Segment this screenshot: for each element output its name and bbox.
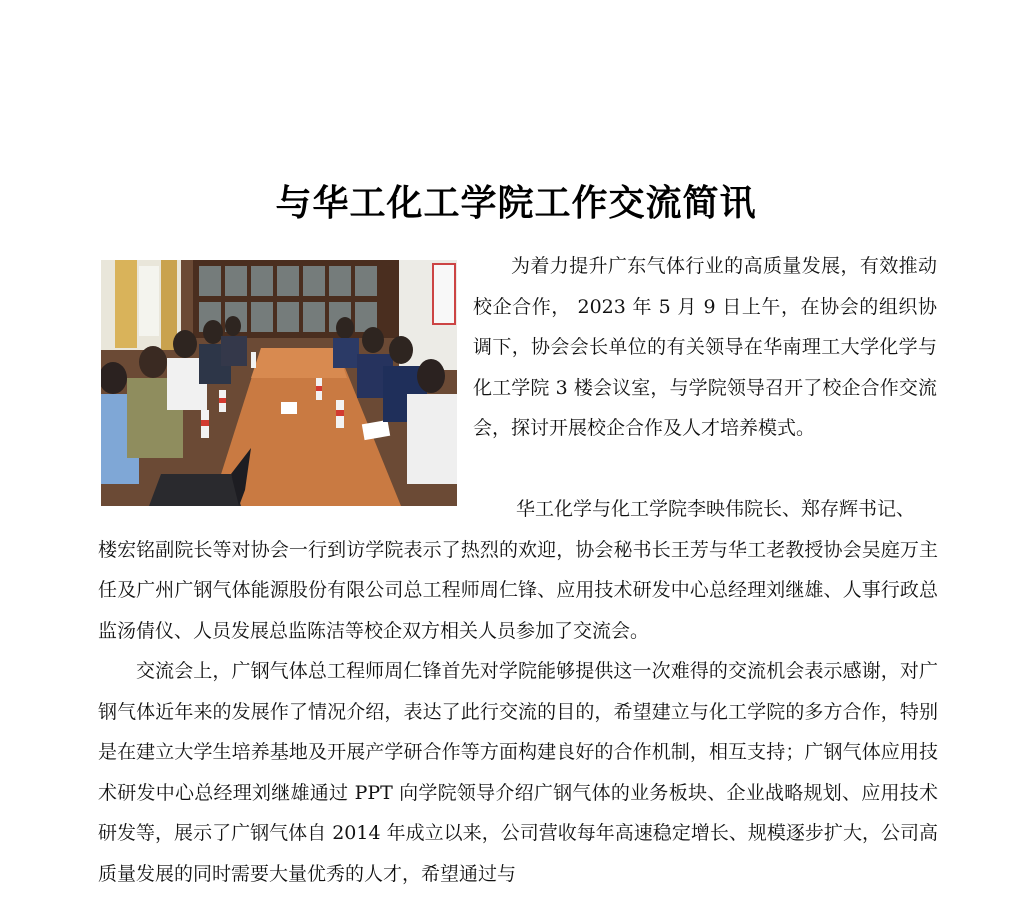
intro-paragraph: 为着力提升广东气体行业的高质量发展，有效推动校企合作， 2023 年 5 月 9 日上午，在协会的组织协调下，协会会长单位的有关领导在华南理工大学化学与化工学院 3 楼会议室，与学院领导召开了校企合作交流会，探讨开展校企合作及人才培养模式。 bbox=[473, 255, 937, 439]
participants-paragraph: 楼宏铭副院长等对协会一行到访学院表示了热烈的欢迎，协会秘书长王芳与华工老教授协会吴庭万主任及广州广钢气体能源股份有限公司总工程师周仁锋、应用技术研发中心总经理刘继雄、人事行政总监汤倩仪、人员发展总监陈洁等校企双方相关人员参加了交流会。 bbox=[98, 538, 938, 642]
meeting-paragraph: 交流会上，广钢气体总工程师周仁锋首先对学院能够提供这一次难得的交流机会表示感谢，对广钢气体近年来的发展作了情况介绍，表达了此行交流的目的，希望建立与化工学院的多方合作，特别是在建立大学生培养基地及开展产学研合作等方面构建良好的合作机制，相互支持；广钢气体应用技术研发中心总经理刘继雄通过 PPT 向学院领导介绍广钢气体的业务板块、企业战略规划、应用技术研发等，展示了广钢气体自 2014 年成立以来，公司营收每年高速稳定增长、规模逐步扩大，公司高质量发展的同时需要大量优秀的人才，希望通过与 bbox=[98, 660, 938, 885]
participants-paragraph-start bbox=[98, 489, 938, 530]
document-title: 与华工化工学院工作交流简讯 bbox=[275, 183, 757, 224]
participants-paragraph-first-line: 华工化学与化工学院李映伟院长、郑存辉书记、 bbox=[516, 498, 916, 520]
meeting-photo bbox=[101, 260, 457, 506]
body-text-block bbox=[98, 489, 938, 894]
intro-paragraph-block bbox=[473, 246, 937, 449]
